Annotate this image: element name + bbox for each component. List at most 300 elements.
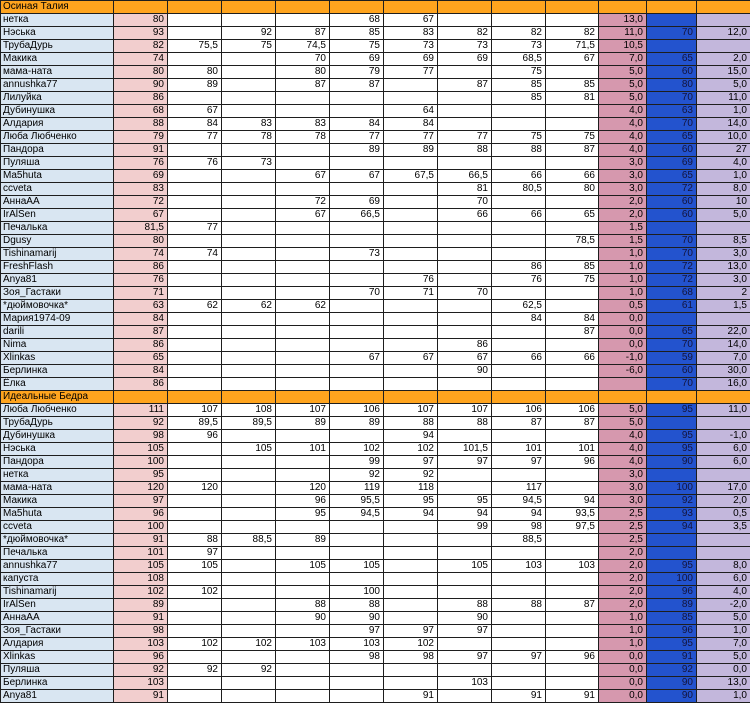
- cell-week-value: [276, 339, 330, 352]
- cell-week-value: [222, 352, 276, 365]
- cell-week-value: [222, 209, 276, 222]
- participant-name: Люба Любченко: [1, 131, 114, 144]
- cell-start-value: 103: [114, 677, 168, 690]
- cell-week-value: 88: [492, 599, 546, 612]
- cell-target-value: 100: [647, 482, 697, 495]
- cell-week-value: [276, 326, 330, 339]
- cell-start-value: 80: [114, 235, 168, 248]
- cell-week-value: 82: [438, 27, 492, 40]
- section-header-row: [1, 391, 750, 404]
- cell-week-value: 88,5: [492, 534, 546, 547]
- cell-week-value: [222, 378, 276, 391]
- cell-target-value: 70: [647, 235, 697, 248]
- table-row: [1, 196, 750, 209]
- cell-week-value: 75: [492, 66, 546, 79]
- cell-week-value: 66: [492, 209, 546, 222]
- cell-week-value: [492, 287, 546, 300]
- cell-remaining: -1,0: [697, 430, 750, 443]
- cell-start-value: 95: [114, 469, 168, 482]
- cell-target-value: 60: [647, 144, 697, 157]
- cell-week-value: 97: [438, 456, 492, 469]
- cell-week-value: [276, 222, 330, 235]
- cell-week-value: 78,5: [546, 235, 599, 248]
- table-row: [1, 40, 750, 53]
- section-header-cell: [384, 391, 438, 404]
- section-header-row: [1, 1, 750, 14]
- cell-week-value: 88: [330, 599, 384, 612]
- participant-name: darili: [1, 326, 114, 339]
- table-row: [1, 599, 750, 612]
- section-header-cell: [114, 391, 168, 404]
- cell-difference: 0,0: [599, 677, 647, 690]
- cell-week-value: [330, 378, 384, 391]
- cell-week-value: [438, 573, 492, 586]
- cell-start-value: 86: [114, 92, 168, 105]
- cell-week-value: [438, 326, 492, 339]
- participant-name: Nima: [1, 339, 114, 352]
- table-row: [1, 417, 750, 430]
- cell-remaining: [697, 417, 750, 430]
- section-header-cell: [492, 391, 546, 404]
- cell-week-value: [384, 300, 438, 313]
- participant-name: Берлинка: [1, 365, 114, 378]
- cell-week-value: [492, 638, 546, 651]
- cell-target-value: 72: [647, 261, 697, 274]
- cell-remaining: [697, 534, 750, 547]
- cell-week-value: [438, 547, 492, 560]
- cell-week-value: [438, 105, 492, 118]
- cell-remaining: 3,0: [697, 274, 750, 287]
- cell-week-value: [546, 66, 599, 79]
- cell-remaining: [697, 40, 750, 53]
- cell-week-value: 72: [276, 196, 330, 209]
- cell-week-value: [330, 274, 384, 287]
- cell-week-value: [222, 313, 276, 326]
- participant-name: Алдария: [1, 638, 114, 651]
- cell-difference: 0,0: [599, 339, 647, 352]
- cell-week-value: 81: [438, 183, 492, 196]
- cell-remaining: 3,5: [697, 521, 750, 534]
- participant-name: Дубинушка: [1, 430, 114, 443]
- cell-week-value: 75,5: [168, 40, 222, 53]
- cell-start-value: 83: [114, 183, 168, 196]
- cell-week-value: [222, 105, 276, 118]
- cell-start-value: 92: [114, 664, 168, 677]
- cell-start-value: 67: [114, 209, 168, 222]
- cell-week-value: [168, 92, 222, 105]
- cell-week-value: [384, 261, 438, 274]
- cell-week-value: [492, 14, 546, 27]
- cell-week-value: [492, 625, 546, 638]
- cell-week-value: 92: [222, 664, 276, 677]
- cell-week-value: 85: [546, 79, 599, 92]
- cell-week-value: 83: [222, 118, 276, 131]
- cell-target-value: 90: [647, 456, 697, 469]
- cell-difference: 13,0: [599, 14, 647, 27]
- participant-name: Зоя_Гастаки: [1, 287, 114, 300]
- cell-week-value: 91: [492, 690, 546, 703]
- cell-difference: 0,0: [599, 326, 647, 339]
- cell-week-value: [168, 495, 222, 508]
- table-row: [1, 326, 750, 339]
- cell-week-value: [438, 378, 492, 391]
- cell-week-value: 106: [330, 404, 384, 417]
- cell-difference: 1,5: [599, 222, 647, 235]
- cell-week-value: [222, 196, 276, 209]
- cell-week-value: 89: [276, 417, 330, 430]
- cell-week-value: 107: [168, 404, 222, 417]
- cell-week-value: [168, 378, 222, 391]
- cell-week-value: [222, 326, 276, 339]
- cell-week-value: [492, 677, 546, 690]
- cell-week-value: 95,5: [330, 495, 384, 508]
- cell-target-value: 95: [647, 430, 697, 443]
- cell-week-value: 67: [546, 53, 599, 66]
- cell-week-value: [492, 664, 546, 677]
- cell-difference: 5,0: [599, 66, 647, 79]
- cell-week-value: 102: [168, 638, 222, 651]
- cell-week-value: [330, 365, 384, 378]
- cell-target-value: 93: [647, 508, 697, 521]
- cell-difference: 7,0: [599, 53, 647, 66]
- cell-start-value: 86: [114, 339, 168, 352]
- cell-week-value: [546, 534, 599, 547]
- cell-start-value: 96: [114, 651, 168, 664]
- participant-name: Пандора: [1, 144, 114, 157]
- cell-start-value: 80: [114, 66, 168, 79]
- cell-week-value: [168, 625, 222, 638]
- cell-week-value: 106: [492, 404, 546, 417]
- cell-remaining: 3,0: [697, 248, 750, 261]
- cell-start-value: 98: [114, 625, 168, 638]
- cell-remaining: 14,0: [697, 118, 750, 131]
- cell-difference: 1,0: [599, 625, 647, 638]
- cell-week-value: [276, 157, 330, 170]
- cell-week-value: [438, 92, 492, 105]
- cell-week-value: 75: [222, 40, 276, 53]
- cell-week-value: [168, 287, 222, 300]
- cell-week-value: 89: [168, 79, 222, 92]
- cell-week-value: [222, 261, 276, 274]
- cell-week-value: 84: [546, 313, 599, 326]
- cell-week-value: 94: [492, 508, 546, 521]
- cell-week-value: [168, 27, 222, 40]
- cell-week-value: 102: [168, 586, 222, 599]
- cell-remaining: 0,0: [697, 664, 750, 677]
- cell-difference: 3,0: [599, 170, 647, 183]
- cell-week-value: [384, 183, 438, 196]
- cell-start-value: 84: [114, 313, 168, 326]
- cell-week-value: [222, 339, 276, 352]
- table-row: [1, 586, 750, 599]
- cell-remaining: 6,0: [697, 456, 750, 469]
- participant-name: Зоя_Гастаки: [1, 625, 114, 638]
- cell-week-value: [546, 287, 599, 300]
- cell-week-value: 90: [330, 612, 384, 625]
- cell-week-value: 94,5: [492, 495, 546, 508]
- cell-week-value: [330, 664, 384, 677]
- cell-week-value: [492, 378, 546, 391]
- cell-week-value: 62: [222, 300, 276, 313]
- table-row: [1, 469, 750, 482]
- cell-week-value: 101: [546, 443, 599, 456]
- cell-difference: 2,0: [599, 599, 647, 612]
- section-header-cell: [384, 1, 438, 14]
- cell-remaining: [697, 313, 750, 326]
- cell-difference: 2,0: [599, 586, 647, 599]
- cell-week-value: [168, 521, 222, 534]
- cell-remaining: 1,0: [697, 625, 750, 638]
- cell-start-value: 91: [114, 534, 168, 547]
- section-header-cell: [546, 391, 599, 404]
- cell-target-value: 69: [647, 157, 697, 170]
- cell-week-value: [384, 196, 438, 209]
- cell-week-value: 96: [546, 651, 599, 664]
- participant-name: Нэська: [1, 27, 114, 40]
- cell-week-value: [546, 300, 599, 313]
- cell-week-value: 68: [330, 14, 384, 27]
- cell-week-value: 88: [168, 534, 222, 547]
- cell-week-value: [330, 222, 384, 235]
- cell-difference: 11,0: [599, 27, 647, 40]
- participant-name: Пандора: [1, 456, 114, 469]
- section-header-cell: [697, 391, 750, 404]
- cell-week-value: 96: [276, 495, 330, 508]
- cell-difference: 2,5: [599, 508, 647, 521]
- cell-week-value: 75: [546, 274, 599, 287]
- cell-week-value: [492, 157, 546, 170]
- cell-target-value: 92: [647, 495, 697, 508]
- cell-week-value: [276, 586, 330, 599]
- cell-week-value: [384, 599, 438, 612]
- cell-week-value: [168, 456, 222, 469]
- cell-week-value: 69: [438, 53, 492, 66]
- cell-target-value: 95: [647, 638, 697, 651]
- cell-week-value: [546, 573, 599, 586]
- cell-difference: 5,0: [599, 79, 647, 92]
- cell-week-value: 75: [546, 131, 599, 144]
- cell-week-value: [438, 235, 492, 248]
- cell-difference: 4,0: [599, 118, 647, 131]
- cell-week-value: 69: [330, 196, 384, 209]
- cell-week-value: [330, 326, 384, 339]
- section-header-cell: [168, 391, 222, 404]
- cell-week-value: 97: [438, 625, 492, 638]
- cell-week-value: [168, 612, 222, 625]
- table-row: [1, 248, 750, 261]
- cell-difference: 5,0: [599, 404, 647, 417]
- cell-week-value: [276, 235, 330, 248]
- cell-week-value: [330, 547, 384, 560]
- cell-week-value: [384, 378, 438, 391]
- cell-week-value: 108: [222, 404, 276, 417]
- cell-week-value: 67: [384, 352, 438, 365]
- cell-week-value: 67: [384, 14, 438, 27]
- table-row: [1, 456, 750, 469]
- cell-start-value: 92: [114, 417, 168, 430]
- participant-name: Макика: [1, 495, 114, 508]
- cell-remaining: 5,0: [697, 209, 750, 222]
- cell-week-value: 106: [546, 404, 599, 417]
- cell-start-value: 81,5: [114, 222, 168, 235]
- table-row: [1, 157, 750, 170]
- cell-week-value: 76: [492, 274, 546, 287]
- cell-week-value: 84: [168, 118, 222, 131]
- cell-remaining: 8,0: [697, 183, 750, 196]
- cell-week-value: [168, 313, 222, 326]
- cell-remaining: 2: [697, 287, 750, 300]
- cell-difference: 5,0: [599, 92, 647, 105]
- cell-difference: 2,0: [599, 560, 647, 573]
- cell-target-value: 96: [647, 625, 697, 638]
- cell-week-value: 70: [438, 196, 492, 209]
- participant-name: АннаАА: [1, 612, 114, 625]
- cell-difference: 2,0: [599, 196, 647, 209]
- cell-week-value: [492, 326, 546, 339]
- participant-name: IrAlSen: [1, 599, 114, 612]
- cell-week-value: [546, 339, 599, 352]
- cell-week-value: [546, 196, 599, 209]
- cell-difference: 3,0: [599, 157, 647, 170]
- table-row: [1, 339, 750, 352]
- section-header-cell: [647, 1, 697, 14]
- cell-target-value: [647, 313, 697, 326]
- section-header-cell: [222, 1, 276, 14]
- cell-week-value: 102: [384, 443, 438, 456]
- cell-week-value: [384, 365, 438, 378]
- cell-difference: 3,0: [599, 482, 647, 495]
- section-header-cell: [330, 391, 384, 404]
- cell-week-value: [168, 326, 222, 339]
- cell-week-value: 84: [330, 118, 384, 131]
- cell-remaining: 11,0: [697, 404, 750, 417]
- cell-week-value: [276, 105, 330, 118]
- table-row: [1, 677, 750, 690]
- cell-week-value: [222, 92, 276, 105]
- cell-target-value: [647, 222, 697, 235]
- cell-remaining: 30,0: [697, 365, 750, 378]
- cell-week-value: [222, 469, 276, 482]
- cell-week-value: 107: [276, 404, 330, 417]
- cell-week-value: [492, 612, 546, 625]
- cell-target-value: 59: [647, 352, 697, 365]
- cell-week-value: [168, 14, 222, 27]
- cell-week-value: [384, 339, 438, 352]
- cell-difference: 1,5: [599, 235, 647, 248]
- cell-week-value: 66: [492, 352, 546, 365]
- cell-week-value: [276, 378, 330, 391]
- cell-week-value: [168, 144, 222, 157]
- cell-target-value: 90: [647, 677, 697, 690]
- cell-week-value: 101: [276, 443, 330, 456]
- cell-remaining: -2,0: [697, 599, 750, 612]
- cell-week-value: [330, 92, 384, 105]
- cell-week-value: [168, 677, 222, 690]
- cell-week-value: 102: [222, 638, 276, 651]
- cell-week-value: 89: [276, 534, 330, 547]
- cell-week-value: [438, 14, 492, 27]
- cell-week-value: [546, 612, 599, 625]
- cell-week-value: 80,5: [492, 183, 546, 196]
- table-row: [1, 573, 750, 586]
- cell-start-value: 74: [114, 248, 168, 261]
- table-body: [1, 1, 750, 703]
- cell-week-value: 87: [438, 79, 492, 92]
- cell-week-value: 97: [330, 625, 384, 638]
- participant-name: нетка: [1, 14, 114, 27]
- cell-target-value: 95: [647, 443, 697, 456]
- cell-week-value: 70: [438, 287, 492, 300]
- cell-start-value: 80: [114, 14, 168, 27]
- cell-week-value: [438, 313, 492, 326]
- table-row: [1, 547, 750, 560]
- participant-name: Ma5huta: [1, 508, 114, 521]
- participant-name: Берлинка: [1, 677, 114, 690]
- section-header-cell: [599, 1, 647, 14]
- cell-week-value: [222, 79, 276, 92]
- cell-week-value: 89: [330, 417, 384, 430]
- participant-name: мама-ната: [1, 482, 114, 495]
- cell-target-value: 94: [647, 521, 697, 534]
- cell-week-value: 84: [384, 118, 438, 131]
- table-row: [1, 430, 750, 443]
- cell-remaining: 10: [697, 196, 750, 209]
- cell-week-value: [384, 79, 438, 92]
- cell-week-value: [276, 144, 330, 157]
- cell-week-value: 97: [168, 547, 222, 560]
- cell-remaining: 8,5: [697, 235, 750, 248]
- cell-remaining: [697, 222, 750, 235]
- participant-name: Anya81: [1, 690, 114, 703]
- cell-week-value: [546, 638, 599, 651]
- cell-week-value: [546, 430, 599, 443]
- cell-start-value: 100: [114, 456, 168, 469]
- cell-difference: 1,0: [599, 248, 647, 261]
- cell-week-value: [330, 105, 384, 118]
- cell-start-value: 71: [114, 287, 168, 300]
- participant-name: Макика: [1, 53, 114, 66]
- cell-week-value: [438, 638, 492, 651]
- cell-target-value: 65: [647, 170, 697, 183]
- cell-week-value: 65: [546, 209, 599, 222]
- cell-week-value: 87: [276, 27, 330, 40]
- cell-start-value: 68: [114, 105, 168, 118]
- cell-week-value: 92: [384, 469, 438, 482]
- cell-start-value: 96: [114, 508, 168, 521]
- cell-difference: 0,5: [599, 300, 647, 313]
- cell-week-value: 94: [438, 508, 492, 521]
- cell-week-value: 107: [384, 404, 438, 417]
- cell-remaining: 1,0: [697, 105, 750, 118]
- section-header-cell: [222, 391, 276, 404]
- cell-target-value: 80: [647, 79, 697, 92]
- table-row: [1, 105, 750, 118]
- cell-difference: 1,0: [599, 274, 647, 287]
- cell-week-value: [168, 508, 222, 521]
- section-header-cell: [492, 1, 546, 14]
- cell-week-value: 76: [384, 274, 438, 287]
- cell-start-value: 100: [114, 521, 168, 534]
- cell-week-value: [168, 469, 222, 482]
- cell-week-value: [546, 157, 599, 170]
- section-header-cell: [647, 391, 697, 404]
- cell-week-value: [546, 248, 599, 261]
- cell-week-value: 89,5: [222, 417, 276, 430]
- cell-week-value: [222, 482, 276, 495]
- cell-week-value: [438, 261, 492, 274]
- cell-week-value: [330, 534, 384, 547]
- cell-start-value: 88: [114, 118, 168, 131]
